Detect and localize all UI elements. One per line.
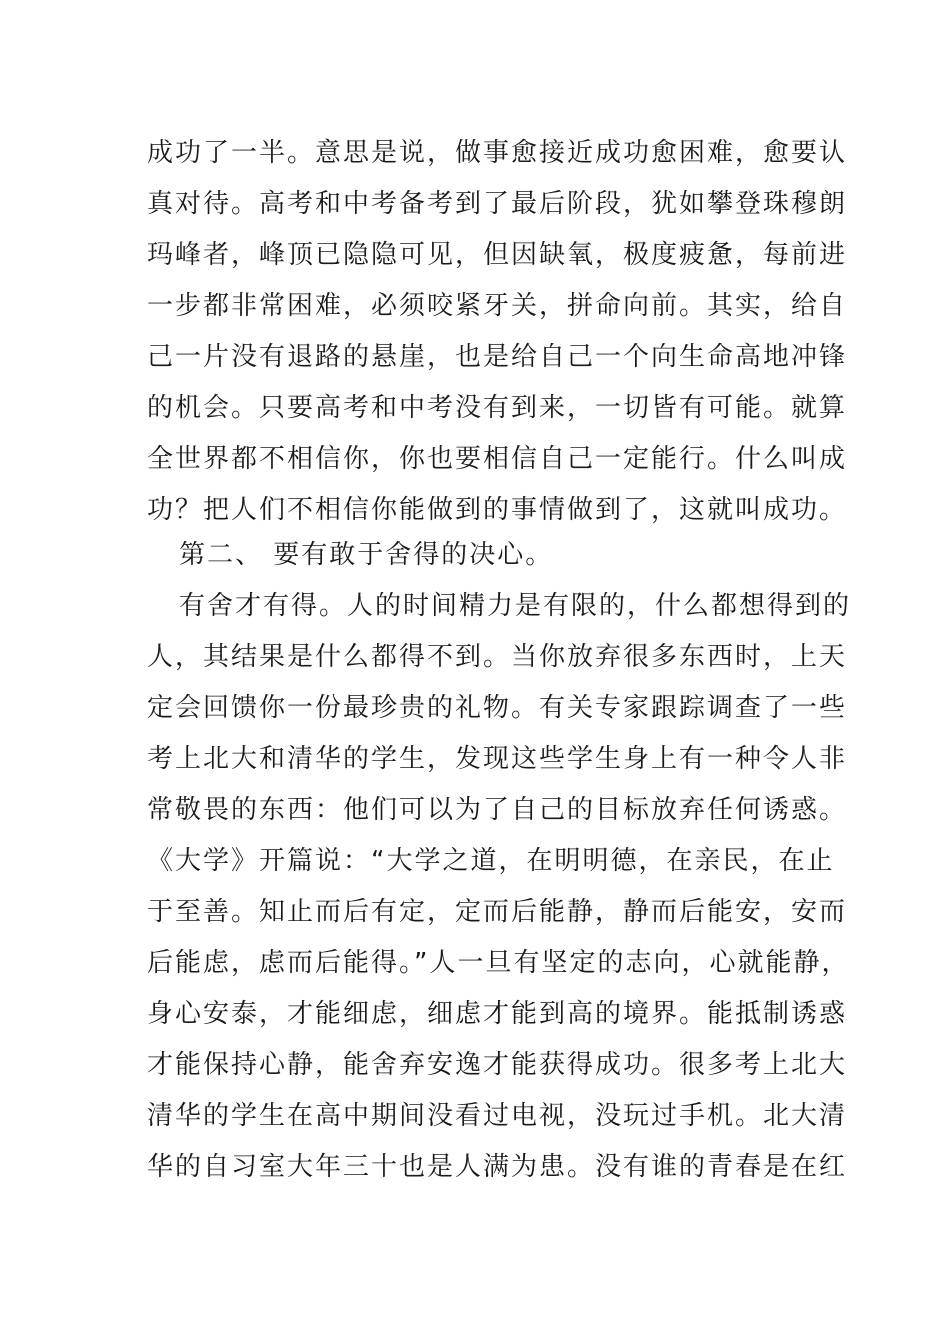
paragraph-line: 考上北大和清华的学生，发现这些学生身上有一种令人非 — [147, 744, 848, 774]
paragraph-line: 定会回馈你一份最珍贵的礼物。有关专家跟踪调查了一些 — [147, 693, 848, 723]
paragraph-line: 清华的学生在高中期间没看过电视，没玩过手机。北大清 — [147, 1101, 848, 1131]
paragraph-line: 真对待。高考和中考备考到了最后阶段，犹如攀登珠穆朗 — [147, 189, 848, 219]
paragraph-line: 才能保持心静，能舍弃安逸才能获得成功。很多考上北大 — [147, 1050, 848, 1080]
paragraph-line: 常敬畏的东西：他们可以为了自己的目标放弃任何诱惑。 — [147, 795, 848, 825]
paragraph-line: 一步都非常困难，必须咬紧牙关，拼命向前。其实，给自 — [147, 291, 848, 321]
paragraph-continuation — [147, 128, 848, 536]
paragraph-line: 玛峰者，峰顶已隐隐可见，但因缺氧，极度疲惫，每前进 — [147, 240, 848, 270]
paragraph-line: 功？把人们不相信你能做到的事情做到了，这就叫成功。 — [147, 495, 848, 525]
paragraph-line: 《大学》开篇说：“大学之道，在明明德，在亲民，在止 — [147, 846, 835, 876]
section-two — [147, 530, 852, 1193]
paragraph-line: 人，其结果是什么都得不到。当你放弃很多东西时，上天 — [147, 642, 848, 672]
paragraph-line: 于至善。知止而后有定，定而后能静，静而后能安，安而 — [147, 897, 848, 927]
paragraph-line: 全世界都不相信你，你也要相信自己一定能行。什么叫成 — [147, 444, 848, 474]
paragraph-line: 身心安泰，才能细虑，细虑才能到高的境界。能抵制诱惑 — [147, 999, 848, 1029]
paragraph-line: 的机会。只要高考和中考没有到来，一切皆有可能。就算 — [147, 393, 848, 423]
paragraph-line: 己一片没有退路的悬崖，也是给自己一个向生命高地冲锋 — [147, 342, 848, 372]
paragraph-line: 成功了一半。意思是说，做事愈接近成功愈困难，愈要认 — [147, 138, 848, 168]
paragraph-line: 后能虑，虑而后能得。”人一旦有坚定的志向，心就能静， — [147, 948, 850, 978]
section-heading: 第二、 要有敢于舍得的决心。 — [179, 540, 554, 570]
paragraph-line: 有舍才有得。人的时间精力是有限的，什么都想得到的 — [179, 591, 852, 621]
paragraph-line: 华的自习室大年三十也是人满为患。没有谁的青春是在红 — [147, 1152, 848, 1182]
